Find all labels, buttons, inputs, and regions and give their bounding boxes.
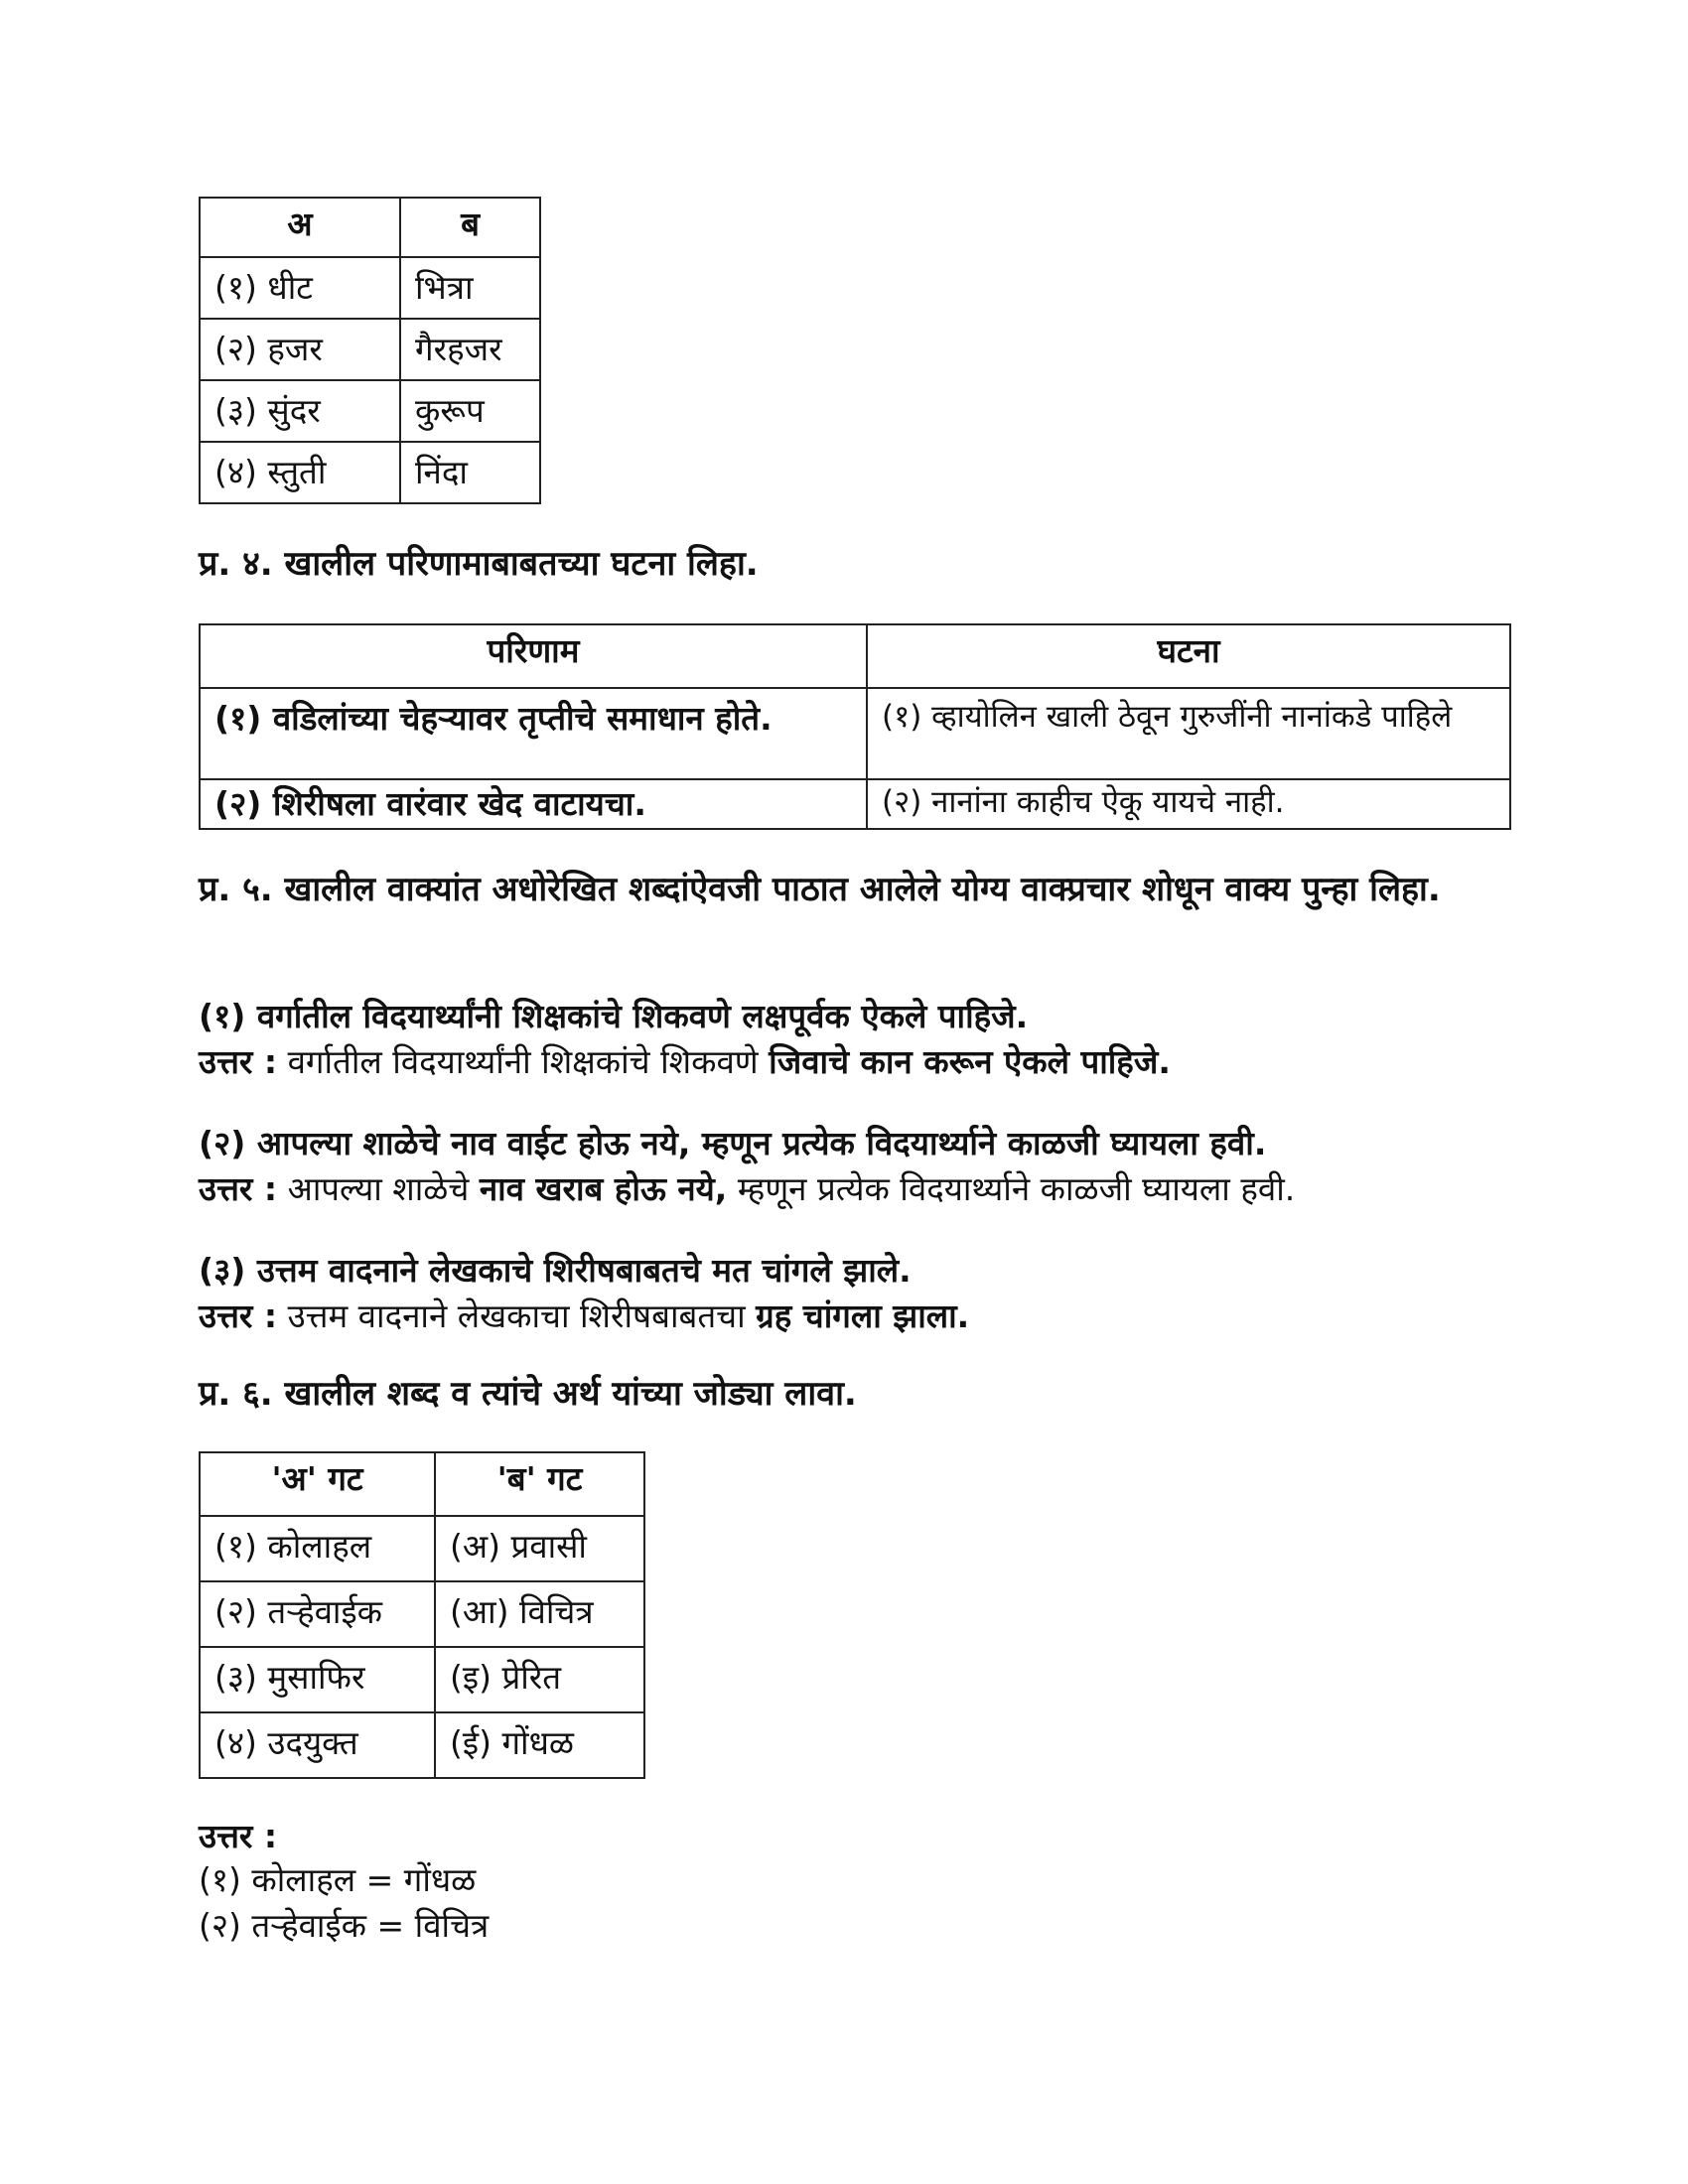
table-cell: गैरहजर bbox=[400, 319, 540, 380]
table-row bbox=[200, 380, 540, 442]
answer-6-label: उत्तर : bbox=[199, 1817, 278, 1855]
table-cell: कुरूप bbox=[400, 380, 540, 442]
table-header: ब bbox=[400, 198, 540, 257]
answer-6-item-2: (२) तऱ्हेवाईक = विचित्र bbox=[199, 1906, 490, 1945]
table-header: 'अ' गट bbox=[200, 1452, 435, 1516]
answer-5-item-2 bbox=[199, 1167, 1295, 1212]
question-5-heading: प्र. ५. खालील वाक्यांत अधोरेखित शब्दांऐवजी पाठात आलेले योग्य वाक्प्रचार शोधून वाक्य पुन्हा लिहा. bbox=[199, 870, 1441, 909]
table-row bbox=[200, 1516, 644, 1581]
table-cell: (३) मुसाफिर bbox=[200, 1647, 435, 1712]
table-row bbox=[200, 1712, 644, 1778]
table-header-row bbox=[200, 624, 1510, 688]
table-cell: (ई) गोंधळ bbox=[435, 1712, 644, 1778]
question-4-heading: प्र. ४. खालील परिणामाबाबतच्या घटना लिहा. bbox=[199, 544, 759, 584]
table-row bbox=[200, 779, 1510, 829]
table-row bbox=[200, 319, 540, 380]
table-cell: (३) सुंदर bbox=[200, 380, 400, 442]
table-header: अ bbox=[200, 198, 400, 257]
table-cell: (१) वडिलांच्या चेहऱ्यावर तृप्तीचे समाधान होते. bbox=[200, 688, 867, 779]
answer-5-item-3 bbox=[199, 1295, 969, 1339]
table-cell: (२) हजर bbox=[200, 319, 400, 380]
antonym-table bbox=[199, 197, 541, 504]
table-cell: (१) व्हायोलिन खाली ठेवून गुरुजींनी नानांकडे पाहिले bbox=[867, 688, 1510, 779]
table-cell: निंदा bbox=[400, 442, 540, 503]
table-cell: (१) धीट bbox=[200, 257, 400, 319]
answer-text: आपल्या शाळेचे bbox=[277, 1169, 480, 1208]
table-cell: (२) शिरीषला वारंवार खेद वाटायचा. bbox=[200, 779, 867, 829]
table-header-row bbox=[200, 198, 540, 257]
answer-text: उत्तम वादनाने लेखकाचा शिरीषबाबतचा bbox=[277, 1297, 757, 1335]
table-header: 'ब' गट bbox=[435, 1452, 644, 1516]
table-cell: (१) कोलाहल bbox=[200, 1516, 435, 1581]
table-row bbox=[200, 1581, 644, 1647]
answer-idiom: जिवाचे कान करून ऐकले पाहिजे. bbox=[769, 1042, 1171, 1081]
answer-text: म्हणून प्रत्येक विदयार्थ्याने काळजी घ्यायला हवी. bbox=[727, 1169, 1296, 1208]
table-cell: (२) तऱ्हेवाईक bbox=[200, 1581, 435, 1647]
table-cell: भित्रा bbox=[400, 257, 540, 319]
table-header: परिणाम bbox=[200, 624, 867, 688]
table-row bbox=[200, 1647, 644, 1712]
table-cell: (२) नानांना काहीच ऐकू यायचे नाही. bbox=[867, 779, 1510, 829]
table-row bbox=[200, 442, 540, 503]
table-cell: (४) स्तुती bbox=[200, 442, 400, 503]
question-5-item-1: (१) वर्गातील विदयार्थ्यांनी शिक्षकांचे शिकवणे लक्षपूर्वक ऐकले पाहिजे. bbox=[199, 997, 1029, 1035]
answer-label: उत्तर : bbox=[199, 1042, 278, 1081]
table-cell: (आ) विचित्र bbox=[435, 1581, 644, 1647]
table-cell: (अ) प्रवासी bbox=[435, 1516, 644, 1581]
question-5-item-3: (३) उत्तम वादनाने लेखकाचे शिरीषबाबतचे मत चांगले झाले. bbox=[199, 1251, 912, 1290]
answer-text: वर्गातील विदयार्थ्यांनी शिक्षकांचे शिकवणे bbox=[277, 1042, 770, 1081]
answer-6-item-1: (१) कोलाहल = गोंधळ bbox=[199, 1860, 477, 1899]
answer-5-item-1 bbox=[199, 1040, 1171, 1085]
question-5-item-2: (२) आपल्या शाळेचे नाव वाईट होऊ नये, म्हणून प्रत्येक विदयार्थ्याने काळजी घ्यायला हवी. bbox=[199, 1124, 1267, 1162]
question-6-heading: प्र. ६. खालील शब्द व त्यांचे अर्थ यांच्या जोड्या लावा. bbox=[199, 1374, 857, 1414]
table-row bbox=[200, 257, 540, 319]
table-header-row bbox=[200, 1452, 644, 1516]
table-header: घटना bbox=[867, 624, 1510, 688]
table-row bbox=[200, 688, 1510, 779]
table-cell: (४) उदयुक्त bbox=[200, 1712, 435, 1778]
table-cell: (इ) प्रेरित bbox=[435, 1647, 644, 1712]
answer-label: उत्तर : bbox=[199, 1297, 278, 1335]
answer-idiom: ग्रह चांगला झाला. bbox=[756, 1297, 970, 1335]
result-event-table bbox=[199, 623, 1511, 830]
answer-label: उत्तर : bbox=[199, 1169, 278, 1208]
matching-table bbox=[199, 1451, 645, 1779]
answer-idiom: नाव खराब होऊ नये, bbox=[479, 1169, 728, 1208]
